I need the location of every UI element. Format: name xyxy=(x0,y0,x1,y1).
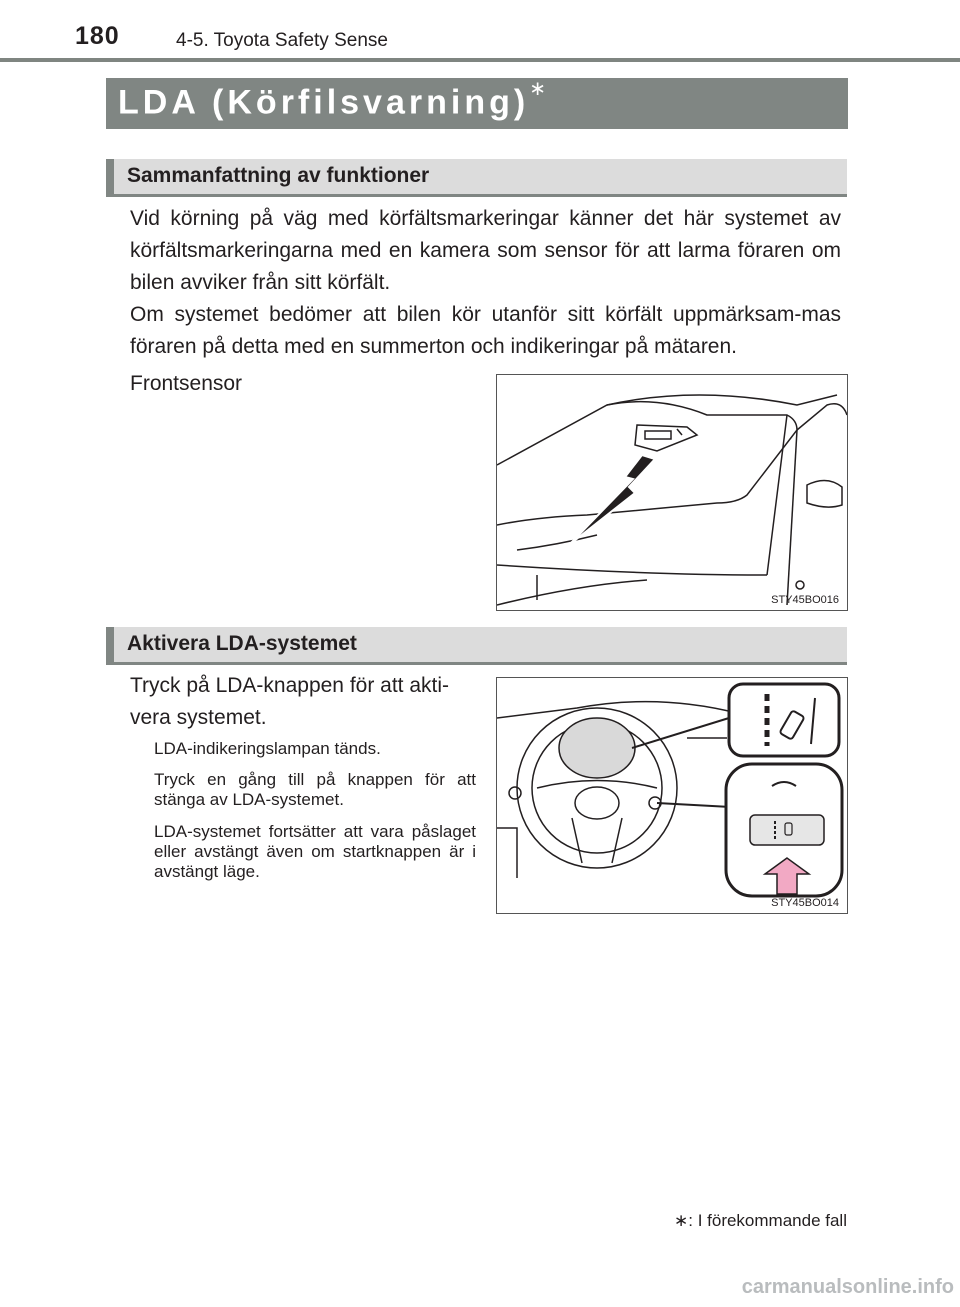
windshield-camera-illustration xyxy=(497,375,847,610)
figure-code: STY45BO016 xyxy=(771,594,839,606)
page-title xyxy=(118,78,546,122)
steering-wheel-illustration xyxy=(497,678,847,913)
header-rule xyxy=(0,58,960,62)
footnote xyxy=(674,1211,847,1231)
page-title-text: LDA (Körfilsvarning) xyxy=(118,83,530,122)
front-sensor-figure xyxy=(496,374,848,611)
section-reference: 4-5. Toyota Safety Sense xyxy=(176,30,388,51)
paragraph: Om systemet bedömer att bilen kör utanför sitt körfält uppmärksam-mas föraren på detta med en summerton och indikeringar på mätaren. xyxy=(130,303,841,358)
section-heading: Sammanfattning av funktioner xyxy=(127,164,430,187)
figure-label: Frontsensor xyxy=(130,372,243,395)
note: LDA-systemet fortsätter att vara påslaget eller avstängt även om startknappen är i avstängt läge. xyxy=(154,822,476,881)
section-heading-bar xyxy=(106,159,847,197)
figure-code: STY45BO014 xyxy=(771,897,839,909)
paragraph: Vid körning på väg med körfältsmarkeringar känner det här systemet av körfältsmarkeringarna med en kamera som sensor för att larma föraren om bilen avviker från sitt körfält. xyxy=(130,207,841,294)
footnote-marker: ∗ xyxy=(674,1211,689,1230)
lda-button-figure xyxy=(496,677,848,914)
section-heading: Aktivera LDA-systemet xyxy=(127,632,357,655)
title-footnote-marker: ∗ xyxy=(529,78,546,100)
note: Tryck en gång till på knappen för att stänga av LDA-systemet. xyxy=(154,770,476,809)
note: LDA-indikeringslampan tänds. xyxy=(154,739,381,758)
instruction-text: Tryck på LDA-knappen för att akti-vera systemet. xyxy=(130,674,450,729)
watermark: carmanualsonline.info xyxy=(741,1276,954,1298)
footnote-text: : I förekommande fall xyxy=(688,1211,847,1230)
section-heading-bar xyxy=(106,627,847,665)
page-number: 180 xyxy=(75,22,120,50)
